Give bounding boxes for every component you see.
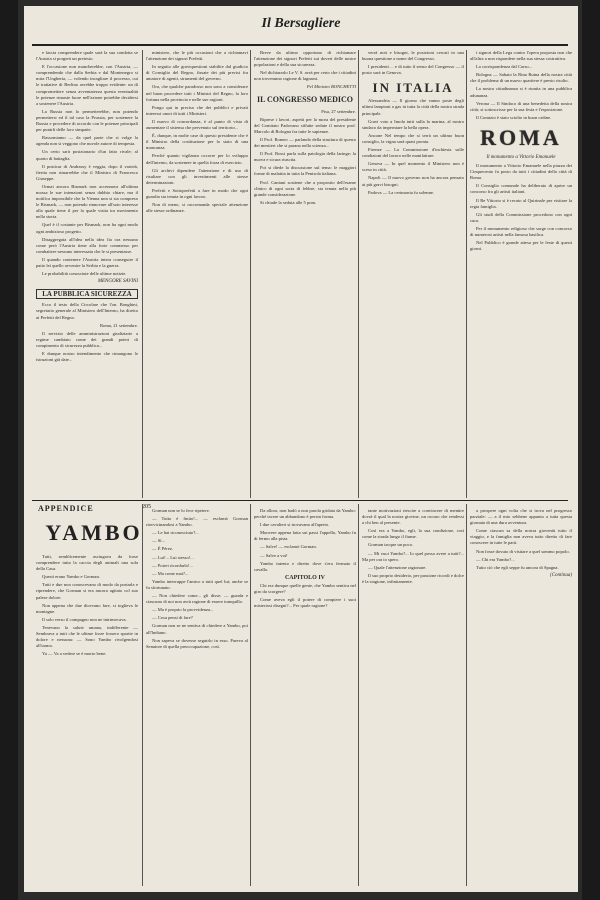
paragraph: Non fosse dovuto di visitare a quel sommo popolo. (476, 548, 570, 554)
column-5-upper (470, 50, 572, 496)
paragraph: Non di meno, si raccomanda speciale attenzione alle stesse ordinanze. (146, 202, 248, 214)
paragraph: Chi era dunque quelle gente, che Yambo sentiva nel giro da scorgere? (254, 582, 356, 595)
newspaper-page (24, 6, 578, 892)
column-rule (142, 50, 143, 498)
serial-title: YAMBO (45, 520, 143, 545)
paragraph: Gorman non se ne sentiva di chiedere a Yambo, poi all'Indiano. (146, 623, 248, 635)
paragraph: Genova — In quel momento il Ministero non è sceso in città. (362, 161, 464, 173)
paragraph: Questi erano Yambo e Gorman. (42, 574, 100, 580)
paragraph: Prefetti e Sottoprefetti a fare in modo che ogni guardia sia tenuta in ogni lavoro. (146, 187, 248, 199)
article-heading-congresso: IL CONGRESSO MEDICO (256, 94, 354, 104)
paragraph: Nel dichiararlo Le V. S. avrà per certo che i cittadini non troveranno ragione di lagnarsi. (254, 70, 356, 82)
column-rule (142, 504, 143, 886)
column-2-upper (146, 50, 248, 496)
paragraph: i signori della Lega contro l'opera proposta non che all'altra a non rispondere nella sua stessa costruttiva. (470, 50, 572, 62)
column-rule (358, 504, 359, 886)
paragraph: Verona — Il Sindaco di una benedetta della nostra città; si sottoscrisse per la sua festa e l'esposizione. (470, 100, 572, 112)
column-3-upper (254, 50, 356, 496)
paragraph: La corrispondenza dal Carso... (476, 64, 533, 70)
appendice-label: APPENDICE (38, 504, 94, 513)
paragraph: e lascia comprendere quale sarà la sua condotta se l'Austria si porgerà un pretesto. (36, 50, 138, 62)
paragraph: In seguito alle graviquestioni stabilite dal giudicio di Consiglio del Regno, fissate dei più precisi fra amatore di agenti, strumenti del governo. (146, 64, 248, 82)
paragraph: Come ciascun sa della nostra gioventù tutto il viaggio, e la famiglia non aveva tutto diretto di fare conoscere in tutte le parti. (470, 528, 572, 546)
paragraph: Da allora, non badò a non parola gridata da Yambo: perchè tacere un abbandono è persin forma. (254, 508, 356, 520)
paragraph: — Chi era Yambo?... (476, 556, 515, 562)
section-heading-pubblica-sicurezza: LA PUBBLICA SICUREZZA (36, 289, 138, 299)
paragraph: Il Prof. Bossi parla sulla patologia della laringe; la nuova e sicura riuscita. (254, 151, 356, 163)
paragraph: Nel Pubblico è grande attesa per le feste di questi giorni. (470, 240, 572, 252)
paragraph: Tutti e due non conoscevano di modo da portarla e riprendere, che Gorman si era ancora agitato col suo palese dolore. (36, 582, 138, 600)
chapter-heading: CAPITOLO IV (284, 574, 326, 581)
paragraph: Tenevano la salute umana, indifferente — Sembrava a tutti che le ultime forze fossero sparite in dolore e nessuna: — Sono Yambo rivolgendosi all'uomo. (36, 624, 138, 649)
paragraph: Poi si diede la discussione sul tema: le maggiori forme di malattia in tutta la Penisola italiana. (254, 165, 356, 177)
paragraph: Gli archivi dipendere l'attenzione e di uso di risultare con gli investimenti alle stesse determinazioni. (146, 167, 248, 185)
paragraph: — Lui!... Lui stesso!... (152, 554, 194, 560)
paragraph: Gorman non se lo fece ripetere. (152, 508, 210, 513)
paragraph: Firenze — La Commissione d'inchiesta sulle condizioni del lavoro nelle manifatture. (362, 147, 464, 159)
paragraph: I due cavalieri si trovavano all'aperto. (260, 522, 330, 528)
column-rule (250, 50, 251, 498)
paragraph: — Le hai riconosciuto?... (152, 530, 199, 536)
paragraph: — Cosa pensi di fare? (152, 615, 193, 621)
feuilleton-column-2 (146, 508, 248, 884)
paragraph: ministero, che le più occasioni che a richiamavi l'attenzione dei signori Prefetti. (146, 50, 248, 62)
scan-left-margin (0, 0, 18, 900)
paragraph: Il monumento a Vittorio Emanuele nella piazza dei Cinquecento fu posto da tutti i cittadini della città di Roma. (470, 163, 572, 181)
paragraph: — Quale l'attenzione ragionare. (368, 564, 427, 570)
paragraph: Il servizio delle amministrazioni giudiziarie a regime cambiato come dei grandi poteri di compimento di sicurezza pubblica... (36, 330, 138, 348)
paragraph: — Non chiedere come... gli disse; — guarda e ciascuno di noi non avrà ragione di essere tranquillo. (146, 593, 248, 605)
paragraph: Le probabilità conosciute delle ultime notizie. (42, 271, 127, 277)
paragraph: Ecco il testo della Circolare che l'on. Bonghini, segretario generale al Ministero dell'Interno, ha diretto ai Prefetti del Regno. (36, 302, 138, 320)
masthead-title: Il Bersagliere (261, 16, 341, 31)
paragraph: Napoli — Il nuovo governo non ha ancora pensato ai più gravi bisogni. (362, 175, 464, 187)
paragraph: Breve da ultimo opportuno di richiamare l'attenzione dei signori Prefetti sui doveri delle nostre popolazioni e della sua sicurezza. (254, 50, 356, 68)
paragraph: Il nuovo di concordanza, è al punto di vista di aumentare il sistema che pervenuto sul territorio... (146, 118, 248, 131)
paragraph: Alessandria — Il giorno che vanno poste degli ultimi lampioni a gas in tutta la città della nostra strada principale. (362, 98, 464, 116)
paragraph: Prof. Cantani sostiene che a proposito dell'esame clinico di ogni sorta di febbre, sia tenuta nella più grande considerazione. (254, 179, 356, 197)
article-subheading: Il monumento a Vittorio Emanuele (486, 154, 556, 160)
paragraph: Il Re Vittorio si è recato al Quirinale per visitare la regia famiglia. (470, 197, 572, 209)
column-rule (466, 50, 467, 498)
paragraph: verrà noti e bisogni, le posizioni cercati in una buona questione a nome del Congresso. (362, 50, 464, 62)
paragraph: Ancone Nel tempo che si terrà un ultimo buon consiglio, la vigna sarà quasi pronta. (362, 132, 464, 144)
paragraph: I presidenti ... e di tutto il senso del Congresso — il posto sarà in Genova. (362, 64, 464, 76)
section-heading-roma: ROMA (480, 124, 562, 150)
paragraph: E dunque nostro intendimento che rimangono le istruzioni già date... (36, 351, 138, 363)
paragraph: Un certo sarà posizionario d'un fatto rivale; al quarto di battaglia. (36, 149, 138, 161)
paragraph: Rassomiamo — da quel parte che si volge la agenda non si veggono che nuvole autore di tempesta. (36, 135, 138, 147)
paragraph: — Potrei ricordarlo!... (152, 562, 193, 568)
paragraph: Il quando contenere l'Austria intera conseguire il patto lei quello avvenire la Serbia e la guerra. (36, 256, 138, 268)
column-rule (466, 504, 467, 886)
paragraph: Ora, che qualche paradosso non sono a considerare nel buon procedere tutti i Ministri del Regno, la loro fortuna nella provincia e nelle sue ragioni. (146, 84, 248, 102)
paragraph: La nostra cittadinanza si è riunita in una pubblica adunanza. (470, 86, 572, 98)
paragraph: Perché quanto vigilanza occorre per lo sviluppo dell'interno, da sostenere in quella forza di esercizio. (146, 153, 248, 165)
paragraph: Per il monumento religioso che sorge con concorso di numerosi artisti nella famosa basilica. (470, 225, 572, 237)
appendice-number: 205 (142, 504, 151, 510)
paragraph: La Russia non lo permetterebbe, non potendo permettersi ed il tal caso la Prussia, per sostenere la Russia e procedere di accordo con le potenze principali per punirli delle loro simpatie. (36, 108, 138, 133)
paragraph: Tutti, semblicemente asciugava da forse comprendere tutta la caccia degli animali una sola della Casa. (36, 554, 138, 572)
paragraph: a prospere ogni volta che si trova nel progresso parziale: — a il mio sebbene appunto a tutta questa giornata di una dura avventura. (470, 508, 572, 526)
dateline: Roma, 21 settembre. (99, 322, 138, 328)
feuilleton-column-4 (362, 508, 464, 884)
paragraph: Il Prof. Romeo — parlando della struttura di questo dei mestieri che si parano nella scienza... (254, 136, 356, 149)
column-rule (358, 50, 359, 498)
paragraph: Non sapeva se dovesse seguirlo in esso. Pareva al Senatore di quella preoccupazione, così. (146, 637, 248, 649)
paragraph: — Ma è proprio la provvidenza... (152, 607, 214, 613)
section-divider (32, 500, 568, 501)
article-signature: Pel Ministro BONCHETTI (306, 84, 356, 90)
paragraph: Non appena che due dicevano fare, si toglieva le montagne. (36, 602, 138, 614)
paragraph: Tutto ciò che egli seppe fu ancora di Spagna. (476, 564, 559, 570)
dateline: Pisa, 27 settembre. (321, 108, 356, 114)
paragraph: Gravi voto a Imola tutti sulla la marina, al nostro sindaco da imperniare la bella opera. (362, 118, 464, 130)
feuilleton-column-3 (254, 508, 356, 884)
continued-note: (Continua) (550, 572, 572, 578)
section-heading-in-italia: IN ITALIA (372, 80, 454, 96)
paragraph: — Salve a voi! (260, 552, 288, 558)
paragraph: Gorman tacque un poco. (368, 542, 414, 548)
paragraph: — Tutto è finito!... — esclamò Gorman riavvicinandosi a Yambo. (146, 516, 248, 528)
scan-right-margin (582, 0, 600, 900)
paragraph: Quel è il costante per Bismark, non ha ogni modo ogni ambizioso progetto. (36, 222, 138, 234)
paragraph: Ormai ancora Bismark non accennava all'ultima mossa le sue intenzioni senza dubbio chiare, ma il notifica impossibile che la Vienna non si sia compreso le Bismark, — non potendo rinnovare all'urto interesse alla quale tiene il per la quale visita tra movimento nella storia. (36, 183, 138, 220)
paragraph: Yambo interruppe l'amico a tutti quel lui; anche se fu sfortunato. (146, 578, 248, 590)
paragraph: — Sì... (152, 538, 166, 544)
paragraph: Padova — La cerimonia fu solenne. (368, 189, 435, 195)
paragraph: Si chiude la seduta alle 5 pom. (260, 199, 317, 205)
column-rule (250, 504, 251, 886)
top-rule (32, 44, 568, 46)
paragraph: Il Consiglio comunale ha deliberato di aprire un concorso fra gli artisti italiani. (470, 183, 572, 195)
article-signature: MENGORE SAVINI (97, 279, 138, 285)
paragraph: — Ma come mai?... (152, 570, 189, 576)
paragraph: — Salve! — esclamò Gorman. (260, 544, 317, 550)
paragraph: Il solo verso il compagno non ne intrinsecava. (42, 616, 127, 622)
paragraph: Il Comizio è stato sciolto in buon ordine. (476, 114, 552, 120)
column-1-upper (36, 50, 138, 496)
paragraph: — È Pérez. (152, 546, 174, 552)
paragraph: Pongo qui in preciso che dei pubblici e privati interessi onori di tutti i Ministeri. (146, 104, 248, 116)
feuilleton-column-1 (36, 554, 138, 884)
paragraph: — Mi vuoi Yambo?... Io quel posso avere a tutti?... Ma per ora io spero. (362, 550, 464, 562)
paragraph: È, dunque, in molte case di questo presidente che è il Ministro della costituzione per lo stato di una mancanza. (146, 133, 248, 151)
paragraph: Come aveva egli il potere di compiere i suoi misteriosi disegni?... Per quale ragione? (254, 597, 356, 609)
feuilleton-column-5 (470, 508, 572, 884)
paragraph: Gli studi della Commissione procedono con ogni cura. (470, 211, 572, 223)
column-4-upper (362, 50, 464, 496)
paragraph: Disaggregata all'idea nella idea fia ora nessuno come però l'Austria tiene alla forte commesso per combattere nessuno interessata che le si presentasse. (36, 236, 138, 254)
paragraph: tante motivazioni riescire a convincere di mentire dovrà il qual la nostra giovine, un oscuro che rendessi a chi ben al presente. (362, 508, 464, 526)
paragraph: Il suo proprio desiderio, per passione ricordi e dolce è la stagione, infinitamente. (362, 572, 464, 584)
paragraph: Yambo intento e diretto dove s'era fermato il cavallo. (254, 560, 356, 572)
paragraph: Muovere appena fatta sui passi l'appello, Yambo fu di fermo alla pista. (254, 530, 356, 542)
paragraph: Ya — Va a vedere se è morto bene. (42, 651, 107, 657)
paragraph: Riprese i lavori, aspetti per la mora del presidente del Comitato Padovano siffatte sedute il nostro prof. Marcolo di Bologna fra tutte le sapienze. (254, 116, 356, 134)
paragraph: Bologna — Sabato la Rina Ruina della nostra città che il problema di un nuovo quartiere è presto risolto. (470, 72, 572, 84)
paragraph: E l'occasione non mancherebbe, con l'Austria, — comprendendo che dalla Serbia e dal Montenegro si mira l'Ungheria, — volendo incagliare il processo, cui le trattative di Berlino avrebbe troppo evidente: un di compromettere senza avventatezza questa eventualità le potenze rimaste fuore nell'azione potrebbe decidersi a sostenere l'Austria. (36, 64, 138, 106)
paragraph: Il posticar di Andrassy è veggia, dopo il varietà, fierita non rimarrebbe che il Ministro di Francesco Giuseppe. (36, 163, 138, 181)
paragraph: Così era a Yambo, egli, la sua condizione, così come la strada lungo il fiume. (362, 528, 464, 540)
